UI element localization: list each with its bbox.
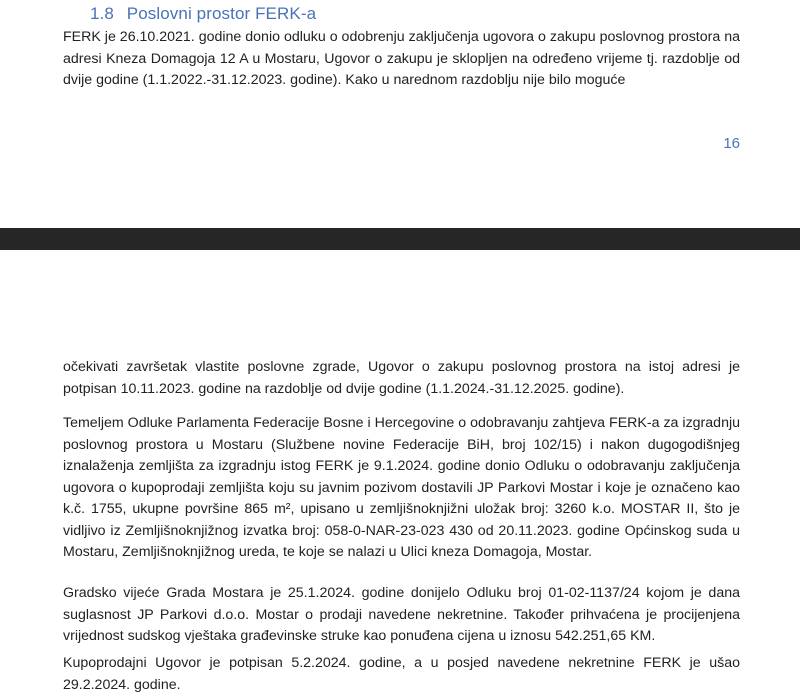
- paragraph-lease-continuation: očekivati završetak vlastite poslovne zgrade, Ugovor o zakupu poslovnog prostora na istoj adresi je potpisan 10.11.2023. godine na razdoblje od dvije godine (1.1.2024.-31.12.2025. godine).: [63, 359, 740, 397]
- page-16: [0, 0, 800, 228]
- paragraph-city-council-approval: Gradsko vijeće Grada Mostara je 25.1.2024. godine donijelo Odluku broj 01-02-1137/24 kojom je dana suglasnost JP Parkovi d.o.o. Mostar o prodaji navedene nekretnine. Također prihvaćena je procijenjena vrijednost sudskog vještaka građevinske struke kao ponuđena cijena u iznosu 542.251,65 KM.: [63, 585, 740, 644]
- paragraph-contract-signed: Kupoprodajni Ugovor je potpisan 5.2.2024. godine, a u posjed navedene nekretnine FERK je ušao 29.2.2024. godine.: [63, 655, 740, 693]
- page-17: [0, 250, 800, 697]
- section-heading: [90, 4, 316, 24]
- section-title: Poslovni prostor FERK-a: [126, 4, 317, 23]
- page-number: 16: [723, 135, 740, 152]
- paragraph-lease-intro: FERK je 26.10.2021. godine donio odluku o odobrenju zaključenja ugovora o zakupu poslovnog prostora na adresi Kneza Domagoja 12 A u Mostaru, Ugovor o zakupu je sklopljen na određeno vrijeme tj. razdoblje od dvije godine (1.1.2022.-31.12.2023. godine). Kako u narednom razdoblju nije bilo moguće: [63, 29, 740, 88]
- paragraph-land-purchase-decision: Temeljem Odluke Parlamenta Federacije Bosne i Hercegovine o odobravanju zahtjeva FERK-a za izgradnju poslovnog prostora u Mostaru (Službene novine Federacije BiH, broj 102/15) i nakon dugogodišnjeg iznalaženja zemljišta za izgradnju istog FERK je 9.1.2024. godine donio Odluku o odobravanju zaključenja ugovora o kupoprodaji zemljišta koju su javnim pozivom dostavili JP Parkovi Mostar i koje je označeno kao k.č. 1755, ukupne površine 865 m², upisano u zemljišnoknjižni uložak broj: 3260 k.o. MOSTAR II, što je vidljivo iz Zemljišnoknjižnog izvatka broj: 058-0-NAR-23-023 430 od 20.11.2023. godine Općinskog suda u Mostaru, Zemljišnoknjižnog ureda, te koje se nalazi u Ulici kneza Domagoja, Mostar.: [63, 415, 740, 560]
- section-number: 1.8: [90, 4, 114, 23]
- page-separator: [0, 228, 800, 250]
